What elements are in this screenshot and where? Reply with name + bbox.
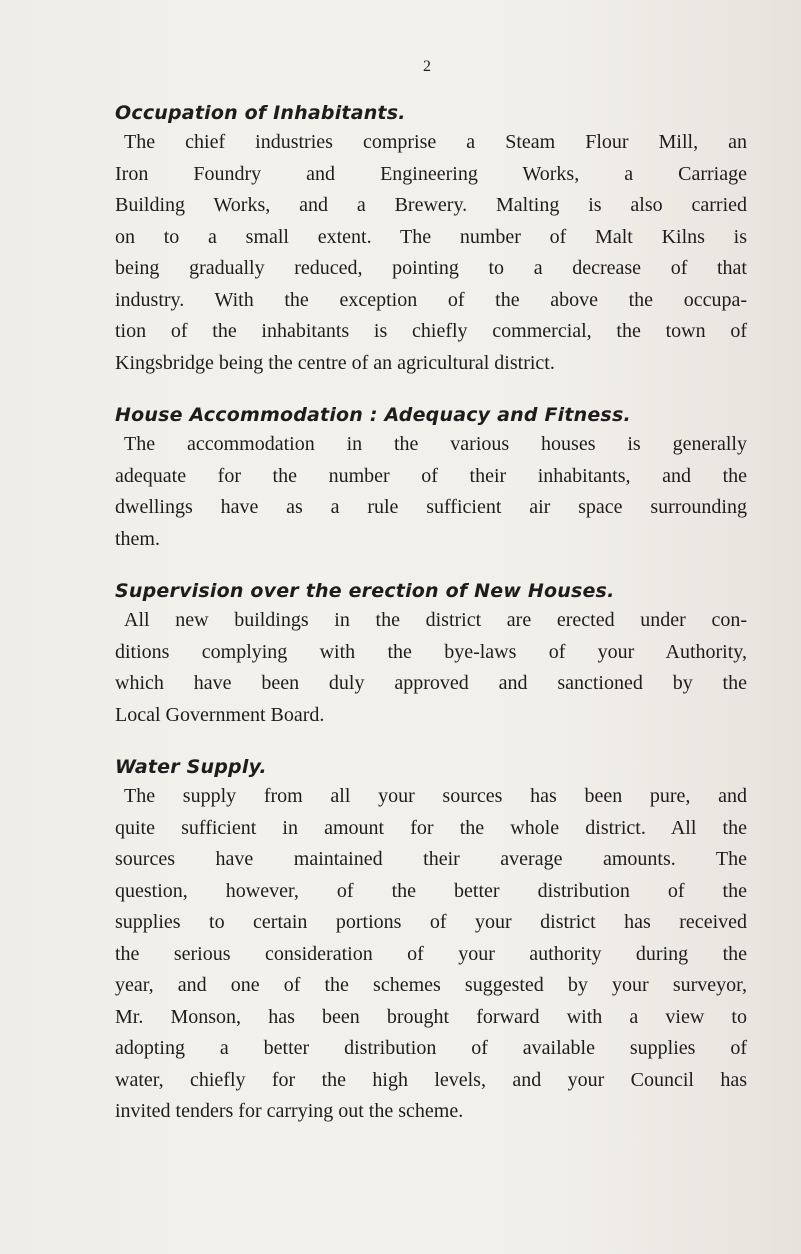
section-paragraph	[115, 429, 747, 555]
paragraph-line: ditions complying with the bye-laws of your Authority,	[115, 640, 747, 663]
paragraph-line: year, and one of the schemes suggested by your surveyor,	[115, 974, 747, 996]
section-heading: Occupation of Inhabitants.	[115, 102, 406, 124]
paragraph-line: industry. With the exception of the above the occupa-	[115, 288, 747, 311]
paragraph-line: being gradually reduced, pointing to a decrease of that	[115, 257, 747, 279]
section-water-supply	[115, 753, 747, 1128]
paragraph-line: Local Government Board.	[115, 703, 325, 726]
paragraph-line: which have been duly approved and sanctioned by the	[115, 672, 747, 694]
paragraph-line: them.	[115, 527, 160, 550]
paragraph-line: the serious consideration of your authority during the	[115, 942, 747, 965]
paragraph-line: dwellings have as a rule sufficient air space surrounding	[115, 496, 747, 518]
section-paragraph	[115, 781, 747, 1128]
paragraph-line: Kingsbridge being the centre of an agricultural district.	[115, 351, 555, 374]
paragraph-line: The accommodation in the various houses is generally	[124, 433, 747, 455]
paragraph-line: All new buildings in the district are erected under con-	[124, 609, 747, 631]
section-paragraph	[115, 127, 747, 379]
paragraph-line: The chief industries comprise a Steam Flour Mill, an	[124, 131, 747, 153]
paragraph-line: sources have maintained their average amounts. The	[115, 848, 747, 870]
section-occupation-of-inhabitants	[115, 99, 747, 379]
page-number: 2	[423, 58, 431, 75]
section-supervision-new-houses	[115, 577, 747, 731]
section-heading: House Accommodation : Adequacy and Fitness.	[115, 404, 631, 426]
paragraph-line: question, however, of the better distribution of the	[115, 879, 747, 902]
paragraph-line: Mr. Monson, has been brought forward with a view to	[115, 1005, 747, 1028]
paragraph-line: Iron Foundry and Engineering Works, a Carriage	[115, 162, 747, 185]
paragraph-line: The supply from all your sources has been pure, and	[124, 785, 747, 807]
paragraph-line: water, chiefly for the high levels, and your Council has	[115, 1068, 747, 1091]
section-heading: Water Supply.	[115, 756, 267, 778]
paragraph-line: on to a small extent. The number of Malt Kilns is	[115, 225, 747, 248]
paragraph-line: supplies to certain portions of your district has received	[115, 911, 747, 933]
section-heading: Supervision over the erection of New Houses.	[115, 580, 615, 602]
paragraph-line: quite sufficient in amount for the whole district. All the	[115, 816, 747, 839]
paragraph-line: adopting a better distribution of available supplies of	[115, 1037, 747, 1059]
paragraph-line: adequate for the number of their inhabitants, and the	[115, 464, 747, 487]
paragraph-line: Building Works, and a Brewery. Malting is also carried	[115, 194, 747, 216]
document-content	[115, 99, 747, 1128]
section-house-accommodation	[115, 401, 747, 555]
paragraph-line: invited tenders for carrying out the scheme.	[115, 1100, 464, 1122]
paragraph-line: tion of the inhabitants is chiefly commercial, the town of	[115, 320, 747, 342]
section-paragraph	[115, 605, 747, 731]
